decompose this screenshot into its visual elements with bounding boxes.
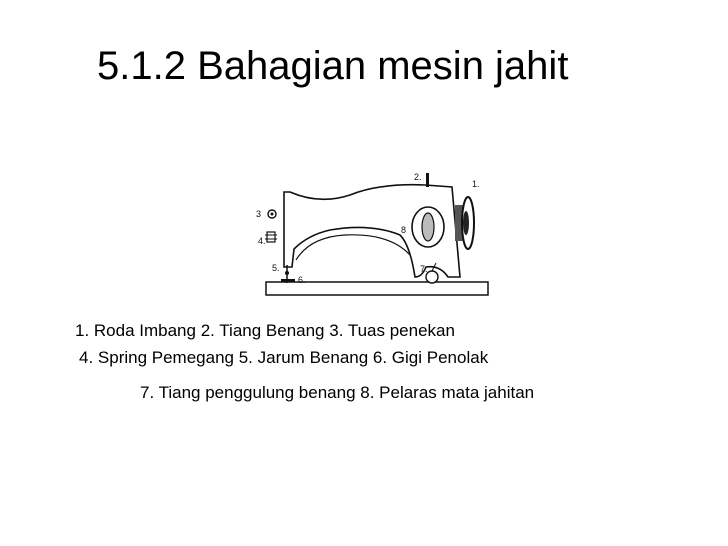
sewing-machine-diagram <box>250 165 500 305</box>
slide-title: 5.1.2 Bahagian mesin jahit <box>97 44 569 88</box>
caption-line-1: 1. Roda Imbang 2. Tiang Benang 3. Tuas penekan <box>75 321 455 340</box>
caption-line-2: 4. Spring Pemegang 5. Jarum Benang 6. Gigi Penolak <box>79 348 489 367</box>
caption-line-3: 7. Tiang penggulung benang 8. Pelaras mata jahitan <box>140 383 535 402</box>
label-3: 3 <box>256 209 262 219</box>
label-7: 7. <box>420 264 428 274</box>
label-2: 2. <box>414 172 422 182</box>
label-6: 6. <box>298 275 306 285</box>
label-1: 1. <box>472 179 480 189</box>
label-8: 8 <box>401 225 407 235</box>
label-5: 5. <box>272 263 280 273</box>
label-4: 4. <box>258 236 266 246</box>
